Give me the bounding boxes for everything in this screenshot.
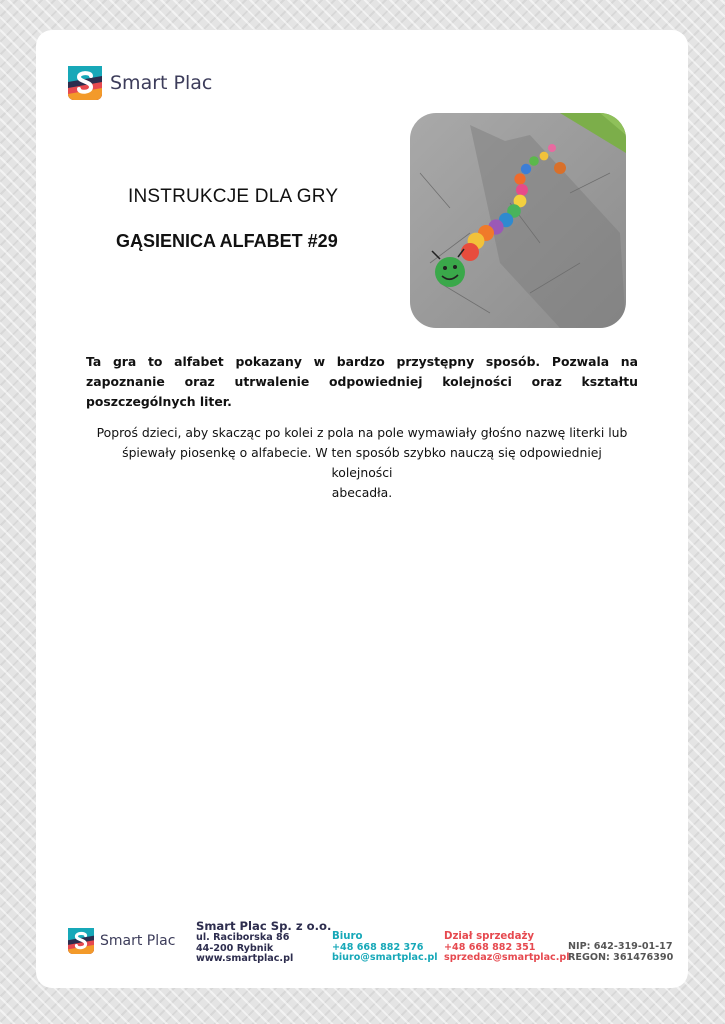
office-email-link[interactable]: biuro@smartplac.pl xyxy=(332,952,438,963)
instructions-line: Poproś dzieci, aby skacząc po kolei z pola na pole wymawiały głośno nazwę literki lub xyxy=(96,425,628,440)
company-city: 44-200 Rybnik xyxy=(196,942,274,954)
smart-plac-logo-icon xyxy=(68,66,102,100)
photo-segment xyxy=(540,152,549,161)
sales-email-link[interactable]: sprzedaz@smartplac.pl xyxy=(444,952,570,963)
company-name: Smart Plac Sp. z o.o. xyxy=(196,919,332,933)
footer-company xyxy=(196,919,331,965)
regon-number: REGON: 361476390 xyxy=(568,951,674,963)
nip-number: NIP: 642-319-01-17 xyxy=(568,941,673,952)
footer-sales xyxy=(444,932,570,964)
header-logo xyxy=(68,66,212,100)
photo-segment xyxy=(461,243,479,261)
document-page xyxy=(36,30,688,988)
photo-segment xyxy=(516,184,528,196)
instructions-line: śpiewały piosenkę o alfabecie. W ten sposób szybko nauczą się odpowiedniej kolejności xyxy=(122,445,602,480)
photo-segment xyxy=(554,162,566,174)
game-name: GĄSIENICA ALFABET #29 xyxy=(116,231,338,251)
footer-logo xyxy=(68,928,175,954)
game-description: Ta gra to alfabet pokazany w bardzo przystępny sposób. Pozwala na zapoznanie oraz utrwalenie odpowiedniej kolejności oraz kształtu poszczególnych liter. xyxy=(86,354,638,409)
game-instructions xyxy=(90,423,634,503)
photo-segment xyxy=(453,265,457,269)
photo-segment xyxy=(514,173,525,184)
photo-segment xyxy=(529,156,539,166)
instructions-line: abecadła. xyxy=(331,485,393,500)
page-title: INSTRUKCJE DLA GRY xyxy=(128,186,339,207)
sales-phone[interactable]: +48 668 882 351 xyxy=(444,941,536,953)
photo-segment xyxy=(548,144,556,152)
game-photo xyxy=(410,113,626,328)
photo-segment xyxy=(435,257,465,287)
photo-segment xyxy=(443,266,447,270)
company-website-link[interactable]: www.smartplac.pl xyxy=(196,953,294,964)
sales-label: Dział sprzedaży xyxy=(444,931,535,942)
office-label: Biuro xyxy=(332,931,363,942)
photo-segment xyxy=(521,164,531,174)
company-street: ul. Raciborska 86 xyxy=(196,932,290,943)
footer-ids xyxy=(568,942,673,963)
office-phone[interactable]: +48 668 882 376 xyxy=(332,941,424,953)
footer-brand-name: Smart Plac xyxy=(100,933,176,949)
brand-name: Smart Plac xyxy=(110,72,213,94)
footer-office xyxy=(332,932,438,964)
smart-plac-logo-icon xyxy=(68,928,94,954)
